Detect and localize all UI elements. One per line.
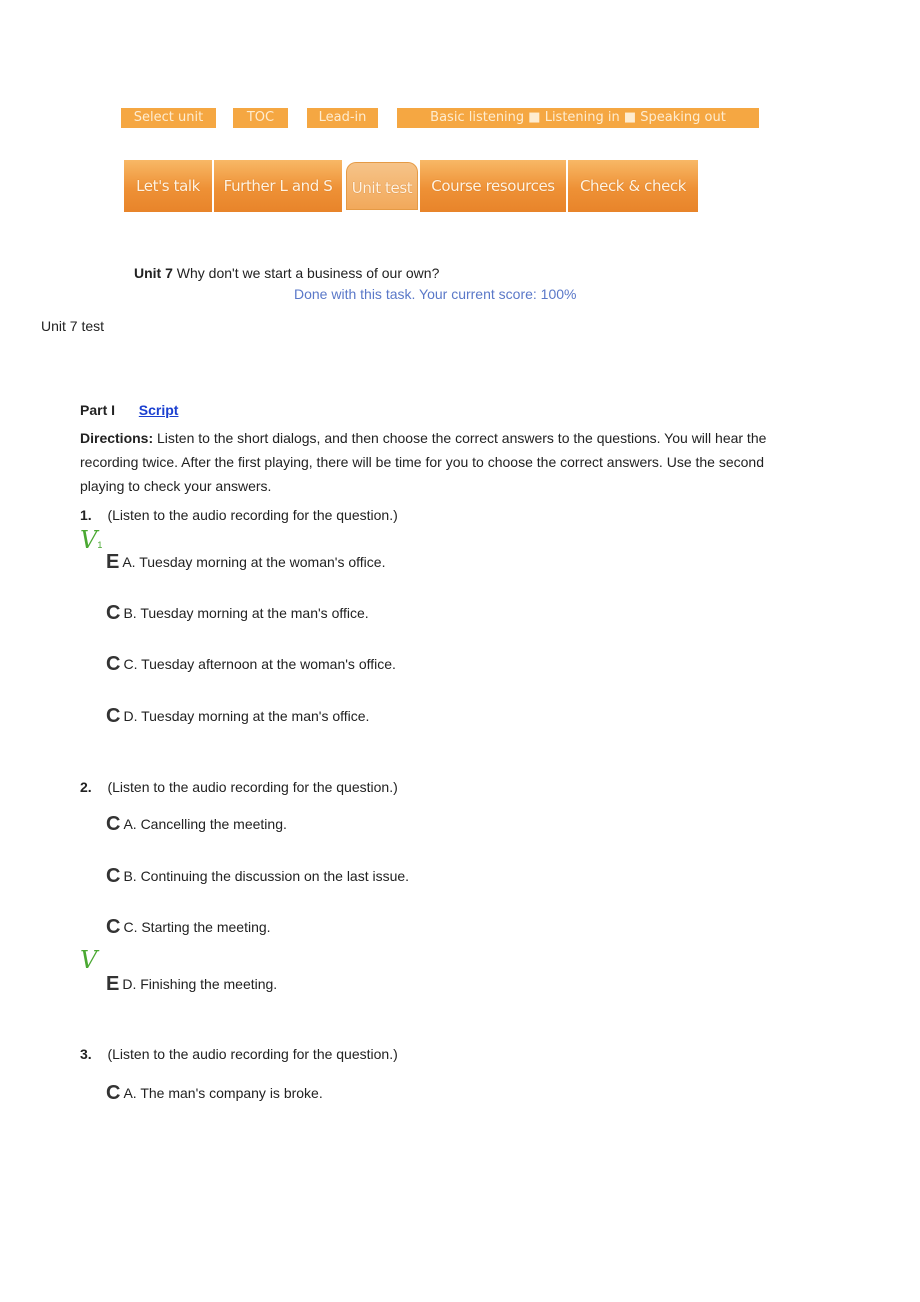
option-mark: C xyxy=(106,916,121,938)
toc-label: TOC xyxy=(246,110,275,125)
option-mark: E xyxy=(106,973,120,995)
question-number: 2. xyxy=(80,779,92,795)
tab-bar xyxy=(124,160,698,212)
toc-button[interactable] xyxy=(233,108,288,128)
option-text: B. Continuing the discussion on the last issue. xyxy=(123,868,410,884)
question-number: 3. xyxy=(80,1046,92,1062)
question-number: 1. xyxy=(80,507,92,523)
directions-line3: playing to check your answers. xyxy=(80,478,272,494)
option-2b[interactable] xyxy=(106,864,409,888)
directions-line2: recording twice. After the first playing, there will be time for you to choose the correct answers. Use the second xyxy=(80,454,764,470)
lead-in-button[interactable] xyxy=(307,108,378,128)
option-mark: C xyxy=(106,705,121,727)
score-status: Done with this task. Your current score: 100% xyxy=(294,286,577,302)
check-mark: V xyxy=(80,946,98,974)
lead-in-label: Lead-in xyxy=(318,110,367,125)
option-text: C. Tuesday afternoon at the woman's office. xyxy=(123,656,396,672)
option-text: D. Finishing the meeting. xyxy=(122,976,278,992)
option-mark: C xyxy=(106,865,121,887)
option-1a[interactable] xyxy=(106,550,385,574)
option-text: B. Tuesday morning at the man's office. xyxy=(123,605,369,621)
tab-lets-talk[interactable]: Let's talk xyxy=(124,160,214,212)
part-heading xyxy=(80,398,178,422)
directions-label: Directions: xyxy=(80,430,154,446)
tab-further-l-and-s[interactable]: Further L and S xyxy=(214,160,344,212)
option-mark: C xyxy=(106,813,121,835)
option-1d[interactable] xyxy=(106,704,369,728)
option-mark: E xyxy=(106,551,120,573)
check-mark: V xyxy=(80,526,98,554)
option-1c[interactable] xyxy=(106,652,396,676)
option-2a[interactable] xyxy=(106,812,287,836)
part-label: Part I xyxy=(80,402,116,418)
script-link[interactable]: Script xyxy=(138,402,179,418)
tab-check-and-check[interactable]: Check & check xyxy=(568,160,698,212)
option-mark: C xyxy=(106,1082,121,1104)
option-text: C. Starting the meeting. xyxy=(123,919,271,935)
option-2c[interactable] xyxy=(106,915,271,939)
check-sub: 1 xyxy=(97,540,103,550)
page-title: Unit 7 test xyxy=(41,318,105,334)
sections-label: Basic listening ■ Listening in ■ Speaking out xyxy=(430,110,726,125)
unit-label: Unit 7 xyxy=(134,265,173,281)
option-3a[interactable] xyxy=(106,1081,323,1105)
option-2d[interactable] xyxy=(106,972,277,996)
unit-heading xyxy=(134,261,439,285)
directions-line1: Listen to the short dialogs, and then choose the correct answers to the questions. You will hear the xyxy=(157,430,767,446)
unit-title: Why don't we start a business of our own? xyxy=(176,265,440,281)
sections-nav[interactable] xyxy=(397,108,759,128)
correct-check-icon xyxy=(80,526,102,554)
select-unit-label: Select unit xyxy=(133,110,204,125)
option-mark: C xyxy=(106,602,121,624)
question-prompt: (Listen to the audio recording for the question.) xyxy=(107,507,398,523)
option-text: D. Tuesday morning at the man's office. xyxy=(123,708,370,724)
tab-unit-test[interactable]: Unit test xyxy=(344,160,420,212)
correct-check-icon xyxy=(80,946,97,974)
directions xyxy=(80,426,820,498)
select-unit-button[interactable] xyxy=(121,108,216,128)
question-prompt: (Listen to the audio recording for the question.) xyxy=(107,1046,398,1062)
option-text: A. The man's company is broke. xyxy=(123,1085,323,1101)
option-1b[interactable] xyxy=(106,601,369,625)
question-prompt: (Listen to the audio recording for the question.) xyxy=(107,779,398,795)
option-text: A. Tuesday morning at the woman's office. xyxy=(122,554,386,570)
question-1 xyxy=(80,503,398,527)
option-text: A. Cancelling the meeting. xyxy=(123,816,287,832)
question-3 xyxy=(80,1042,398,1066)
tab-course-resources[interactable]: Course resources xyxy=(420,160,568,212)
option-mark: C xyxy=(106,653,121,675)
question-2 xyxy=(80,775,398,799)
